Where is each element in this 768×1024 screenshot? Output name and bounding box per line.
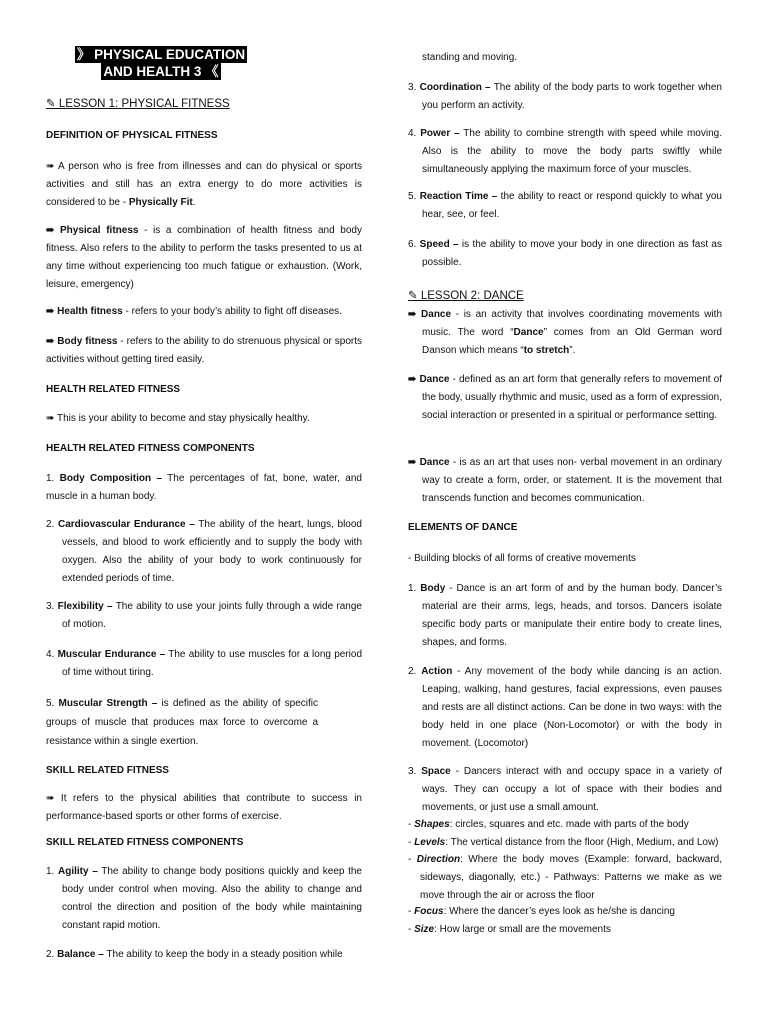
list-item-coordination: 3. Coordination – The ability of the body parts to work together when you perform an activity. (408, 82, 722, 111)
health-related-fitness-text: ➠ This is your ability to become and stay physically healthy. (46, 413, 310, 424)
space-size: - Size: How large or small are the movements (408, 924, 611, 935)
dance-definition-3: ➠ Dance - is as an art that uses non- verbal movement in an ordinary way to create a form, order, or statement. It is the movement that transcends function and becomes communication. (408, 457, 723, 504)
elements-subtitle: - Building blocks of all forms of creative movements (408, 553, 636, 564)
physical-fitness-paragraph: ➠ Physical fitness - is a combination of health fitness and body fitness. Also refers to the ability to perform the tasks presented to us at any time without experiencing too much fatigue or exhaustion. (Work, leisure, emergency) (46, 225, 362, 290)
list-item-space: 3. Space - Dancers interact with and occupy space in a variety of ways. They can occupy a lot of space with their bodies and movements, or just use a small amount. (408, 766, 722, 813)
list-item-cardiovascular: 2. Cardiovascular Endurance – The ability of the heart, lungs, blood vessels, and blood to work efficiently and to supply the body with oxygen. Also the ability of your body to work continuously for extended periods of time. (46, 519, 362, 584)
list-item-body: 1. Body - Dance is an art form of and by the human body. Dancer’s material are their arms, legs, heads, and torsos. Dancers isolate specific body parts or manipulate their entire body to create lines, shapes, and forms. (408, 583, 722, 648)
space-levels: - Levels: The vertical distance from the floor (High, Medium, and Low) (408, 837, 719, 848)
skill-related-fitness-heading: SKILL RELATED FITNESS (46, 765, 169, 776)
skill-related-fitness-text: ➠ It refers to the physical abilities that contribute to success in performance-based sports or other forms of exercise. (46, 793, 362, 822)
space-shapes: - Shapes: circles, squares and etc. made with parts of the body (408, 819, 689, 830)
list-item-balance: 2. Balance – The ability to keep the body in a steady position while (46, 949, 343, 960)
dance-definition-2: ➠ Dance - defined as an art form that generally refers to movement of the body, usually rhythmic and music, used as a form of expression, social interaction or presented in a spiritual or performance setting. (408, 374, 722, 421)
balance-continuation: standing and moving. (422, 52, 518, 63)
list-item-flexibility: 3. Flexibility – The ability to use your joints fully through a wide range of motion. (46, 601, 362, 630)
lesson2-heading: ✎ LESSON 2: DANCE (408, 290, 524, 302)
health-components-heading: HEALTH RELATED FITNESS COMPONENTS (46, 443, 255, 454)
list-item-action: 2. Action - Any movement of the body while dancing is an action. Leaping, walking, hand gestures, facial expressions, even pauses and rests are all distinct actions. Can be done in two ways: with the body held in one place (Non-Locomotor) or with the body in movement. (Locomotor) (408, 666, 722, 749)
dance-definition-1: ➠ Dance - is an activity that involves coordinating movements with music. The word “Dance” comes from an Old German word Danson which means “to stretch”. (408, 309, 723, 356)
list-item-reaction-time: 5. Reaction Time – the ability to react or respond quickly to what you hear, see, or feel. (408, 191, 722, 220)
space-focus: - Focus: Where the dancer’s eyes look as he/she is dancing (408, 906, 675, 917)
definition-heading: DEFINITION OF PHYSICAL FITNESS (46, 130, 218, 141)
list-item-body-composition: 1. Body Composition – The percentages of fat, bone, water, and muscle in a human body. (46, 473, 362, 502)
list-item-speed: 6. Speed – is the ability to move your body in one direction as fast as possible. (408, 239, 722, 268)
body-fitness-paragraph: ➠ Body fitness - refers to the ability to do strenuous physical or sports activities without getting tired easily. (46, 336, 362, 365)
lesson1-heading: ✎ LESSON 1: PHYSICAL FITNESS (46, 98, 230, 110)
document-title (67, 46, 255, 80)
skill-components-heading: SKILL RELATED FITNESS COMPONENTS (46, 837, 244, 848)
health-fitness-paragraph: ➠ Health fitness - refers to your body’s ability to fight off diseases. (46, 306, 342, 317)
space-direction: - Direction: Where the body moves (Example: forward, backward, sideways, diagonally, etc.) - Pathways: Patterns we make as we move through the air or across the floor (408, 854, 722, 901)
list-item-agility: 1. Agility – The ability to change body positions quickly and keep the body under control when moving. Also the ability to change and control the direction and position of the body while maintaining constant rapid motion. (46, 866, 362, 931)
list-item-muscular-strength: 5. Muscular Strength – is defined as the ability of specific groups of muscle that produces max force to overcome a resistance within a single exertion. (46, 698, 318, 747)
elements-heading: ELEMENTS OF DANCE (408, 522, 518, 533)
title-line-1: 》 PHYSICAL EDUCATION (76, 47, 246, 62)
physically-fit-paragraph: ➠ A person who is free from illnesses and can do physical or sports activities and still has an extra energy to do more activities is considered to be - Physically Fit. (46, 161, 362, 208)
list-item-muscular-endurance: 4. Muscular Endurance – The ability to use muscles for a long period of time without tiring. (46, 649, 363, 678)
health-related-fitness-heading: HEALTH RELATED FITNESS (46, 384, 181, 395)
title-line-2: AND HEALTH 3 《 (103, 64, 219, 79)
list-item-power: 4. Power – The ability to combine strength with speed while moving. Also is the ability to move the body parts swiftly while simultaneously applying the maximum force of your muscles. (408, 128, 722, 175)
